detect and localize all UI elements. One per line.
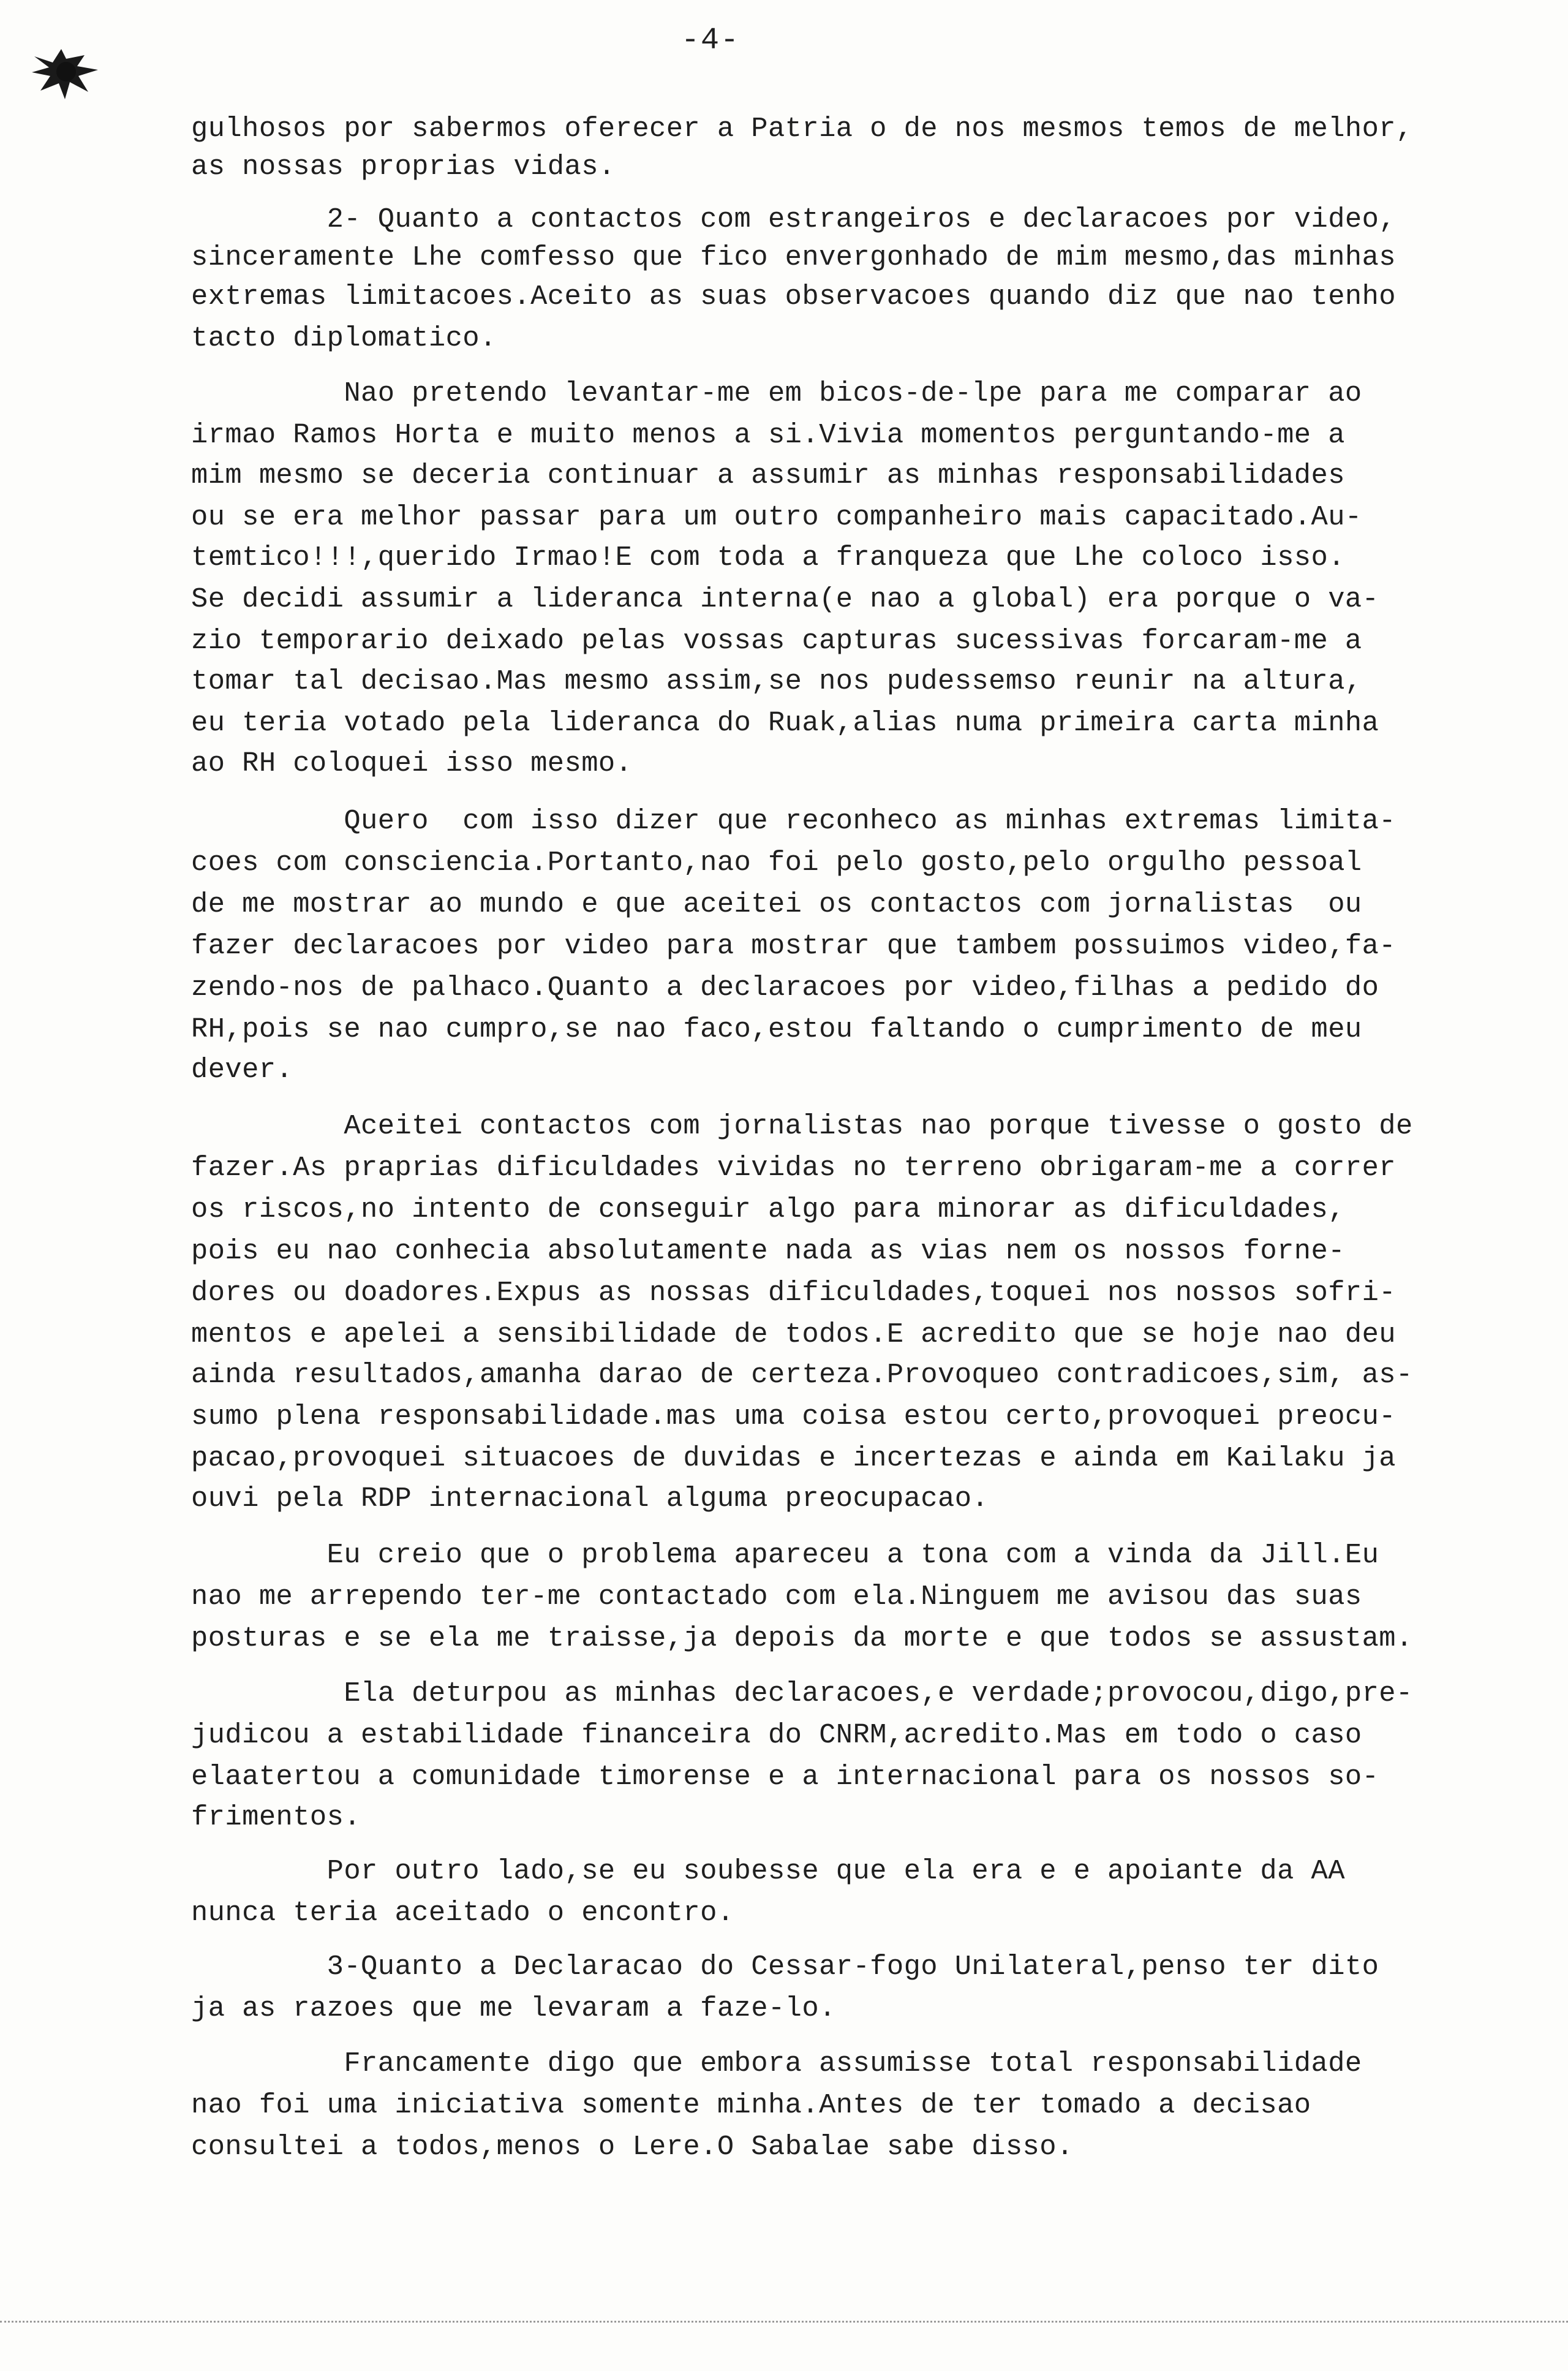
text-line: fazer declaracoes por video para mostrar que tambem possuimos video,fa- — [191, 930, 1396, 962]
text-line: Francamente digo que embora assumisse total responsabilidade — [191, 2048, 1362, 2079]
text-line: dores ou doadores.Expus as nossas dificuldades,toquei nos nossos sofri- — [191, 1277, 1396, 1309]
text-line: temtico!!!,querido Irmao!E com toda a franqueza que Lhe coloco isso. — [191, 542, 1345, 573]
text-line: posturas e se ela me traisse,ja depois da morte e que todos se assustam. — [191, 1622, 1413, 1654]
text-line: sumo plena responsabilidade.mas uma coisa estou certo,provoquei preocu- — [191, 1401, 1396, 1432]
text-line: Por outro lado,se eu soubesse que ela era e e apoiante da AA — [191, 1855, 1345, 1887]
text-line: mim mesmo se deceria continuar a assumir as minhas responsabilidades — [191, 459, 1345, 491]
text-line: pacao,provoquei situacoes de duvidas e incertezas e ainda em Kailaku ja — [191, 1442, 1396, 1474]
page-number: -4- — [680, 23, 740, 58]
text-line: coes com consciencia.Portanto,nao foi pelo gosto,pelo orgulho pessoal — [191, 847, 1362, 879]
ink-blot-icon — [29, 38, 103, 105]
text-line: ou se era melhor passar para um outro companheiro mais capacitado.Au- — [191, 501, 1362, 533]
text-line: de me mostrar ao mundo e que aceitei os contactos com jornalistas ou — [191, 888, 1362, 920]
text-line: 3-Quanto a Declaracao do Cessar-fogo Unilateral,penso ter dito — [191, 1951, 1379, 1983]
text-line: nunca teria aceitado o encontro. — [191, 1897, 734, 1929]
text-line: zendo-nos de palhaco.Quanto a declaracoes por video,filhas a pedido do — [191, 972, 1379, 1004]
text-line: extremas limitacoes.Aceito as suas observacoes quando diz que nao tenho — [191, 281, 1396, 312]
text-line: fazer.As praprias dificuldades vividas no terreno obrigaram-me a correr — [191, 1152, 1396, 1184]
text-line: os riscos,no intento de conseguir algo para minorar as dificuldades, — [191, 1193, 1345, 1225]
text-line: elaatertou a comunidade timorense e a internacional para os nossos so- — [191, 1761, 1379, 1793]
text-line: Se decidi assumir a lideranca interna(e nao a global) era porque o va- — [191, 583, 1379, 615]
text-line: Aceitei contactos com jornalistas nao porque tivesse o gosto de — [191, 1110, 1413, 1142]
text-line: ao RH coloquei isso mesmo. — [191, 747, 633, 779]
text-line: tomar tal decisao.Mas mesmo assim,se nos pudessemso reunir na altura, — [191, 665, 1362, 697]
text-line: ainda resultados,amanha darao de certeza.Provoqueo contradicoes,sim, as- — [191, 1359, 1413, 1391]
text-line: nao foi uma iniciativa somente minha.Antes de ter tomado a decisao — [191, 2089, 1311, 2121]
text-line: Quero com isso dizer que reconheco as minhas extremas limita- — [191, 805, 1396, 837]
bottom-edge-dots — [0, 2321, 1568, 2323]
text-line: eu teria votado pela lideranca do Ruak,alias numa primeira carta minha — [191, 707, 1379, 739]
text-line: sinceramente Lhe comfesso que fico envergonhado de mim mesmo,das minhas — [191, 241, 1396, 273]
text-line: 2- Quanto a contactos com estrangeiros e declaracoes por video, — [191, 203, 1396, 235]
text-line: RH,pois se nao cumpro,se nao faco,estou faltando o cumprimento de meu — [191, 1013, 1362, 1045]
text-line: ja as razoes que me levaram a faze-lo. — [191, 1992, 836, 2024]
text-line: judicou a estabilidade financeira do CNRM,acredito.Mas em todo o caso — [191, 1719, 1362, 1751]
text-line: ouvi pela RDP internacional alguma preocupacao. — [191, 1483, 989, 1514]
text-line: Eu creio que o problema apareceu a tona com a vinda da Jill.Eu — [191, 1539, 1379, 1571]
text-line: consultei a todos,menos o Lere.O Sabalae sabe disso. — [191, 2131, 1074, 2163]
text-line: as nossas proprias vidas. — [191, 151, 616, 183]
text-line: zio temporario deixado pelas vossas capturas sucessivas forcaram-me a — [191, 625, 1362, 657]
text-line: pois eu nao conhecia absolutamente nada as vias nem os nossos forne- — [191, 1235, 1345, 1267]
text-line: Ela deturpou as minhas declaracoes,e verdade;provocou,digo,pre- — [191, 1677, 1413, 1709]
text-line: frimentos. — [191, 1801, 361, 1833]
text-line: Nao pretendo levantar-me em bicos-de-lpe para me comparar ao — [191, 377, 1362, 409]
text-line: gulhosos por sabermos oferecer a Patria o de nos mesmos temos de melhor, — [191, 113, 1413, 145]
text-line: dever. — [191, 1054, 293, 1086]
text-line: tacto diplomatico. — [191, 322, 497, 354]
text-line: mentos e apelei a sensibilidade de todos.E acredito que se hoje nao deu — [191, 1318, 1396, 1350]
text-line: irmao Ramos Horta e muito menos a si.Vivia momentos perguntando-me a — [191, 419, 1345, 451]
text-line: nao me arrependo ter-me contactado com ela.Ninguem me avisou das suas — [191, 1581, 1362, 1613]
